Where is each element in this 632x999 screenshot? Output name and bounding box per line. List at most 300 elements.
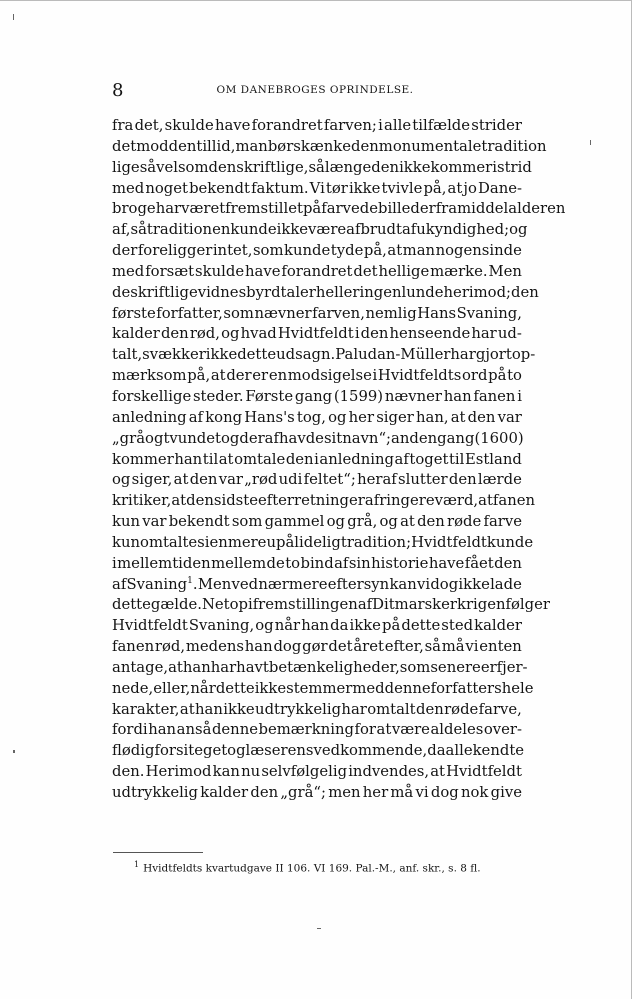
word: tog, [296, 408, 326, 426]
word: som [231, 513, 263, 531]
word: mere [227, 533, 267, 551]
word: ikke [399, 158, 431, 176]
word: han [443, 387, 472, 405]
word: skriftlige [130, 283, 198, 301]
word: sit [175, 742, 195, 760]
word: i [354, 325, 360, 343]
word: nu [241, 763, 261, 781]
word: skulde [195, 262, 245, 280]
word: farve [483, 513, 522, 531]
word: som [223, 304, 254, 322]
word: den. [112, 763, 145, 781]
word: han [148, 721, 177, 739]
word: intet, [212, 242, 253, 260]
word: af [364, 492, 380, 510]
word: deraf [239, 429, 279, 447]
word: kan [389, 575, 417, 593]
word: lærde [477, 471, 522, 489]
word: heller [315, 283, 360, 301]
word: mod [136, 137, 169, 155]
word: sted [441, 617, 474, 635]
word: og [379, 513, 398, 531]
word: den [250, 784, 279, 801]
word: af, [112, 221, 131, 239]
word: året [353, 638, 384, 656]
word: jo [463, 179, 477, 197]
word: tvundet [163, 429, 221, 447]
word: og [326, 513, 346, 531]
word: forskellige [112, 387, 192, 405]
word: med [112, 179, 145, 197]
word: skulde [164, 117, 214, 134]
text-line [112, 554, 522, 575]
word: i [247, 596, 253, 614]
word: i [112, 554, 117, 572]
text-line [112, 700, 522, 721]
word: da [427, 742, 446, 760]
word: den [360, 325, 389, 343]
word: ingenlunde [359, 283, 444, 301]
word: på [488, 367, 507, 385]
word: farve, [478, 700, 522, 718]
word: skriftlige, [236, 158, 309, 176]
word: have [214, 117, 251, 134]
word: flødig [112, 742, 155, 760]
word: Hans's [244, 408, 295, 426]
word: den [285, 450, 314, 468]
text-line [112, 637, 522, 658]
word: „rød [244, 471, 278, 489]
word: selvfølgelig [261, 763, 348, 781]
text-line [112, 429, 522, 450]
word: Svaning, [456, 304, 522, 322]
word: af [334, 554, 349, 572]
word: gammel [264, 513, 325, 531]
word: karakter, [112, 700, 180, 718]
word: betænkeligheder, [268, 658, 400, 676]
word: de [112, 283, 131, 301]
word: forandret [251, 117, 323, 134]
word: fjer- [496, 658, 528, 676]
word: Hans [417, 304, 457, 322]
word: eller, [153, 679, 191, 697]
word: han [244, 638, 273, 656]
text-line [112, 220, 528, 241]
word: ud- [497, 325, 522, 343]
word: ikke [349, 617, 381, 635]
word: kong [205, 408, 243, 426]
word: røde [444, 700, 479, 718]
word: efterretning [257, 492, 350, 510]
word: må [441, 638, 465, 656]
word: at [400, 513, 415, 531]
word: nede, [112, 679, 154, 697]
word: Paludan-Müller [335, 346, 451, 364]
word: ukyndighed; [416, 221, 510, 239]
word: har [210, 658, 237, 676]
word: og [255, 617, 274, 635]
word: Hvidtfeldt [112, 617, 188, 635]
text-line [112, 575, 522, 596]
word: læserens [245, 742, 314, 760]
text-line [112, 595, 550, 616]
word: bør [267, 137, 294, 155]
word: den [417, 513, 445, 531]
word: været [181, 200, 226, 218]
word: Hvidtfeldt [446, 763, 522, 781]
word: i [372, 367, 378, 385]
page-header [112, 80, 518, 100]
word: mærksom [112, 367, 187, 385]
word: aldeles [430, 721, 484, 739]
scan-speck [13, 14, 14, 20]
word: og [221, 325, 240, 343]
word: den [371, 158, 400, 176]
word: give [490, 784, 522, 801]
word: udtrykkelig [112, 784, 199, 801]
word: forfatter, [156, 304, 223, 322]
word: faktum. [251, 179, 309, 197]
word: den [415, 700, 444, 718]
word: dog [273, 638, 302, 656]
word: bemærkning [258, 721, 354, 739]
word: to [285, 554, 301, 572]
text-line [112, 762, 522, 783]
word: alle [384, 117, 412, 134]
word: antage, [112, 658, 169, 676]
word: i [378, 117, 383, 134]
word: det, [134, 117, 164, 134]
word: var [218, 471, 243, 489]
word: ligesåvel [112, 158, 178, 176]
word: „grå [112, 429, 146, 447]
word: alle [445, 742, 473, 760]
word: afbrudt [346, 221, 402, 239]
word: nok [460, 784, 489, 801]
word: at [387, 242, 403, 260]
word: have [428, 554, 465, 572]
running-head: OM DANEBROGES OPRINDELSE. [216, 84, 414, 96]
word: dette [112, 596, 151, 614]
word: steder. [192, 387, 244, 405]
word: slutter [398, 471, 448, 489]
word: vedkommende, [313, 742, 428, 760]
word: på, [423, 179, 447, 197]
word: sin [348, 554, 371, 572]
word: af [357, 596, 373, 614]
word: vi [415, 784, 429, 801]
word: fremstillingen [252, 596, 358, 614]
word: at [218, 450, 234, 468]
word: kunde [230, 221, 277, 239]
word: af [401, 221, 417, 239]
word: fået [464, 554, 494, 572]
word: en [209, 533, 228, 551]
word: den [160, 325, 189, 343]
word: omtalt [367, 700, 416, 718]
word: nemlig [365, 304, 417, 322]
word: var [497, 408, 522, 426]
word: fra [435, 200, 458, 218]
text-line [112, 116, 522, 137]
word: fanen [112, 638, 155, 656]
word: første [112, 304, 156, 322]
word: fanen [473, 387, 516, 405]
word: han [301, 617, 330, 635]
word: Netop [201, 596, 248, 614]
footnote-reference: 1 [187, 575, 193, 586]
word: er [480, 658, 497, 676]
word: Estland [464, 450, 522, 468]
word: Herimod [145, 763, 212, 781]
word: at [478, 492, 493, 510]
word: hellige [378, 262, 430, 280]
word: Hvidtfeldts [377, 367, 462, 385]
word: er [252, 367, 269, 385]
word: mellemtiden [117, 554, 211, 572]
word: noget [145, 179, 188, 197]
word: ord [462, 367, 488, 385]
word: indvendes, [348, 763, 430, 781]
word: så [424, 638, 441, 656]
word: historie [371, 554, 429, 572]
word: når [190, 679, 216, 697]
text-line [112, 345, 536, 366]
word: hele [501, 679, 534, 697]
word: her [348, 408, 375, 426]
text-line [112, 408, 522, 429]
word: havde [278, 429, 324, 447]
word: vidnesbyrd [197, 283, 281, 301]
word: ikke [276, 221, 309, 239]
word: men [328, 784, 361, 801]
word: mærke. [430, 262, 488, 280]
word: (1600) [474, 429, 524, 447]
word: Svaning, [188, 617, 255, 635]
word: her [362, 784, 389, 801]
word: stemmer [286, 679, 353, 697]
word: kan [212, 763, 240, 781]
word: den [189, 471, 218, 489]
word: dette [401, 617, 441, 635]
word: svækker [142, 346, 206, 364]
word: Første [245, 387, 294, 405]
word: der [112, 242, 138, 260]
word: udi [278, 471, 303, 489]
word: være [391, 721, 430, 739]
word: feltet“; [303, 471, 356, 489]
word: rød, [154, 638, 186, 656]
word: det [353, 262, 378, 280]
scan-edge-top [0, 0, 632, 1]
word: af [394, 450, 409, 468]
footnote-marker: 1 [134, 860, 140, 869]
word: at [179, 700, 195, 718]
word: af [188, 408, 204, 426]
word: op- [511, 346, 536, 364]
word: man [235, 137, 268, 155]
word: var [142, 513, 167, 531]
word: på [302, 200, 322, 218]
word: den [448, 471, 477, 489]
word: at [171, 492, 187, 510]
word: følger [505, 596, 550, 614]
word: af [112, 575, 127, 593]
word: ikke [348, 179, 381, 197]
word: så [130, 221, 147, 239]
word: tradition; [340, 533, 412, 551]
word: og [227, 742, 246, 760]
word: og [112, 471, 131, 489]
word: det [112, 137, 137, 155]
word: som [399, 658, 431, 676]
text-line [112, 283, 539, 304]
word: og [220, 429, 240, 447]
word: fordi [112, 721, 148, 739]
word: gang [437, 429, 475, 447]
scan-speck [590, 140, 591, 145]
word: på, [363, 242, 387, 260]
text-line [112, 304, 522, 325]
word: Men [197, 575, 232, 593]
text-line [112, 470, 522, 491]
word: anledning [319, 450, 394, 468]
word: det [328, 638, 353, 656]
text-line [112, 658, 528, 679]
word: tilfælde [412, 117, 471, 134]
word: herimod; [443, 283, 512, 301]
word: i [314, 450, 319, 468]
word: kommer [430, 158, 493, 176]
word: nævner [254, 304, 312, 322]
word: denne [384, 679, 431, 697]
word: bekendt [189, 179, 250, 197]
word: som [177, 158, 209, 176]
word: (1599) [333, 387, 384, 405]
word: kunde [486, 533, 534, 551]
word: at [376, 721, 392, 739]
word: broge [112, 200, 156, 218]
word: ikke [223, 700, 255, 718]
word: ringere [379, 492, 435, 510]
word: tyde [330, 242, 364, 260]
word: han, [415, 408, 449, 426]
word: upålidelig [266, 533, 341, 551]
word: har [450, 346, 476, 364]
footnote-text: Hvidtfeldts kvartudgave II 106. VI 169. Pal.-M., anf. skr., s. 8 fl. [143, 862, 481, 875]
word: i [517, 387, 522, 405]
word: farven; [323, 117, 377, 134]
word: at [173, 471, 189, 489]
word: tillid, [196, 137, 236, 155]
word: havt [236, 658, 269, 676]
footnote-rule [113, 852, 203, 853]
word: den [511, 283, 539, 301]
word: skænke [293, 137, 352, 155]
word: efter, [384, 638, 424, 656]
word: og [509, 221, 528, 239]
word: ikke [458, 575, 490, 593]
word: har [471, 325, 497, 343]
word: dette [237, 346, 277, 364]
word: er [349, 492, 365, 510]
word: henseende [389, 325, 471, 343]
word: enten [479, 638, 522, 656]
word: hvad [240, 325, 277, 343]
word: værd, [434, 492, 479, 510]
word: traditionen [146, 221, 231, 239]
word: når [274, 617, 301, 635]
word: talt, [112, 346, 143, 364]
word: man [402, 242, 436, 260]
word: to [507, 367, 522, 385]
word: medens [185, 638, 244, 656]
word: sålænge [308, 158, 372, 176]
word: han [195, 700, 223, 718]
text-line [112, 533, 534, 554]
word: med [112, 262, 145, 280]
word: den [168, 137, 197, 155]
word: tvivle [381, 179, 423, 197]
scan-speck [13, 750, 15, 753]
word: Hvidtfeldt [411, 533, 487, 551]
word: forandret [281, 262, 353, 280]
word: og [328, 408, 347, 426]
word: lade [490, 575, 522, 593]
word: gør [302, 638, 328, 656]
word: nærmere [258, 575, 328, 593]
word: have [245, 262, 281, 280]
word: siger [376, 408, 414, 426]
text-line [112, 783, 522, 804]
word: for [354, 721, 376, 739]
word: dette [215, 679, 255, 697]
word: har [341, 700, 367, 718]
word: strid [497, 158, 532, 176]
word: farvede [321, 200, 378, 218]
word: da [330, 617, 349, 635]
word: på [381, 617, 401, 635]
word: udsagn. [276, 346, 336, 364]
word: fremstillet [225, 200, 303, 218]
word: kendte [472, 742, 525, 760]
word: den [186, 492, 214, 510]
word: middelalderen [457, 200, 566, 218]
word: på, [187, 367, 211, 385]
word: modsigelse [287, 367, 372, 385]
text-line [112, 741, 525, 762]
word: dog [430, 784, 459, 801]
word: toget [409, 450, 449, 468]
word: denne [211, 721, 258, 739]
text-line [112, 387, 522, 408]
word: vi [465, 638, 479, 656]
word: at [450, 408, 466, 426]
word: med [352, 679, 385, 697]
word: kun [112, 533, 141, 551]
word: dog [430, 575, 459, 593]
word: ikke [205, 346, 238, 364]
word: foreligger [137, 242, 213, 260]
body-text [112, 116, 566, 804]
word: i [204, 533, 210, 551]
word: ved [231, 575, 259, 593]
word: tør [325, 179, 348, 197]
word: at [447, 179, 463, 197]
word: fra [112, 117, 134, 134]
word: til [202, 450, 219, 468]
word: nævner [384, 387, 442, 405]
